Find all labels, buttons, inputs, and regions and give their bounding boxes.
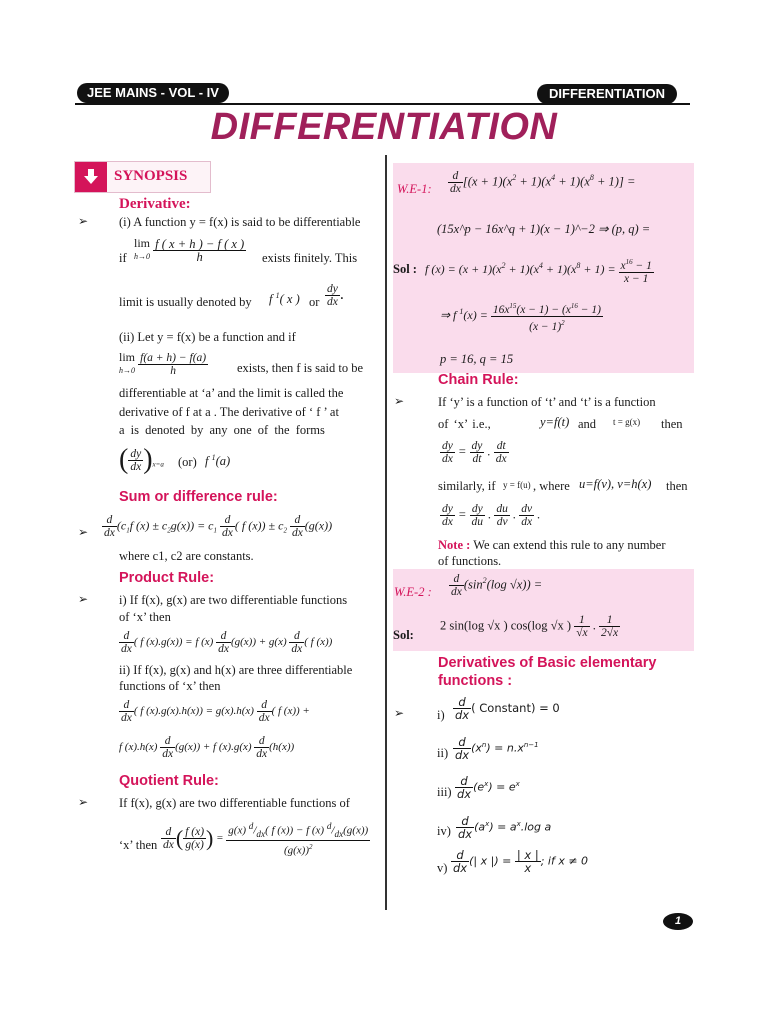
derivative-notation: f $^1$( x ) (269, 291, 300, 307)
header-rule (75, 103, 690, 105)
basic-4-label: iv) (437, 824, 451, 838)
chain-line-3e: then (666, 479, 688, 493)
basic-4: $\frac{d}{dx}$ $(a^x) = a^x.\log$ a (458, 814, 552, 841)
note-text: We can extend this rule to any number (473, 538, 666, 552)
derivative-forms-or: (or) (178, 455, 197, 469)
chain-line-2a: of ‘x’ i.e., (438, 417, 491, 431)
chain-line-2e: then (661, 417, 683, 431)
product-line-2: of ‘x’ then (119, 610, 171, 624)
derivative-line-3: limit is usually denoted by (119, 295, 252, 309)
bullet-icon: ➢ (78, 795, 89, 809)
basic-2-label: ii) (437, 746, 449, 760)
chain-note-2: of functions. (438, 554, 502, 568)
basic-3: $\frac{d}{dx}$ $(e^x) = e^x$ (457, 774, 520, 801)
bullet-icon: ➢ (78, 214, 89, 228)
derivative-line-4: (ii) Let y = f(x) be a function and if (119, 330, 296, 344)
quotient-line-2: ‘x’ then (119, 838, 158, 852)
basic-heading-2: functions : (438, 673, 513, 689)
quotient-rule-formula: $\frac{d}{dx}$ ( $\frac{f (x)}{g(x)}$ ) = $\frac{g(x) ^d/_{dx}( f (x)) - f (x) ^d/_{dx}(g(x))}{(g(x))^2}$ (163, 821, 369, 857)
derivative-line-1: (i) A function y = f(x) is said to be differentiable (119, 215, 361, 229)
chain-rule-formula: $\frac{dy}{dx}$ = $\frac{dy}{dt}$ . $\frac{dt}{dx}$ (442, 440, 507, 465)
basic-5-label: v) (437, 861, 448, 875)
we1-question-line-2: (15x^p − 16x^q + 1)(x − 1)^−2 ⇒ (p, q) = (437, 222, 651, 236)
derivative-forms: ( $\frac{dy}{dx}$ )$_{x=a}$ (119, 444, 164, 475)
derivative-exists: exists finitely. This (262, 251, 358, 265)
we1-sol-line-2: ⇒ f $^1$(x) = $\frac{16x^{15}(x - 1) - (x^{16} - 1)}{(x - 1)^2}$ (440, 302, 601, 333)
synopsis-badge (74, 161, 211, 193)
we1-sol-line-1: f $(x) = (x + 1)(x^2 + 1)(x^4 + 1)(x^8 + 1)$ = $\frac{x^{16} - 1}{x - 1}$ (425, 258, 652, 285)
we2-sol-formula: 2 sin(log √x ) cos(log √x ) $\frac{1}{√x}$ . $\frac{1}{2√x}$ (440, 614, 619, 639)
chain-line-1: If ‘y’ is a function of ‘t’ and ‘t’ is a function (438, 395, 656, 409)
header-right-label: DIFFERENTIATION (537, 84, 677, 104)
derivative-line-6: differentiable at ‘a’ and the limit is called the (119, 386, 344, 400)
chain-line-3: similarly, if (438, 479, 496, 493)
product-line-3: ii) If f(x), g(x) and h(x) are three differentiable (119, 663, 353, 677)
we1-result: p = 16, q = 15 (440, 352, 514, 366)
limit-definition: lim h→0 $\frac{f ( x + h ) - f ( x )}{h}$ (134, 236, 245, 264)
basic-3-label: iii) (437, 785, 452, 799)
bullet-icon: ➢ (394, 394, 405, 408)
chain-rule-extended: $\frac{dy}{dx}$ = $\frac{dy}{du}$ . $\frac{du}{dv}$ . $\frac{dv}{dx}$ . (442, 503, 541, 528)
we2-sol-label: Sol: (393, 628, 414, 642)
header-left-label: JEE MAINS - VOL - IV (77, 83, 229, 103)
chain-rule-heading: Chain Rule: (438, 372, 519, 388)
basic-1-text: ( Constant) = 0 (471, 701, 560, 715)
derivative-line-8: a is denoted by any one of the forms (119, 423, 325, 437)
we1-label: W.E-1: (397, 182, 432, 196)
derivative-or: or (309, 295, 320, 309)
quotient-line-1: If f(x), g(x) are two differentiable functions of (119, 796, 350, 810)
chain-line-3b: y = f(u) (503, 480, 531, 490)
column-divider (385, 155, 387, 910)
derivative-if: if (119, 251, 127, 265)
sum-rule-heading: Sum or difference rule: (119, 489, 278, 505)
product-rule-three-1: $\frac{d}{dx}$ ( f (x).g(x).h(x)) = g(x).h(x) $\frac{d}{dx}$ ( f (x)) + (121, 699, 310, 724)
limit-at-a: lim h→0 $\frac{f(a + h) - f(a)}{h}$ (119, 350, 207, 377)
product-rule-three-2: f (x).h(x) $\frac{d}{dx}$ (g(x)) + f (x).g(x) $\frac{d}{dx}$ (h(x)) (119, 735, 295, 760)
chain-line-3d: u=f(v), v=h(x) (579, 477, 652, 491)
down-arrow-icon (75, 162, 107, 192)
derivative-line-7: derivative of f at a . The derivative of ‘ f ’ at (119, 405, 339, 419)
product-line-4: functions of ‘x’ then (119, 679, 221, 693)
basic-2: $\frac{d}{dx}$ $(x^n) = n.x^{n-1}$ (455, 735, 539, 762)
basic-5: $\frac{d}{dx}$ (| x |) = $\frac{| x |}{x}$ ; if x ≠ 0 (453, 848, 589, 875)
chain-line-2c: and (578, 417, 597, 431)
sum-rule-formula: $\frac{d}{dx}$ ($c_1f$ $(x) \pm c_2g(x)) = c_1$ $\frac{d}{dx}$ ( f $(x)) \pm c_2$ $\frac{d}{dx}$ (g(x)) (104, 514, 333, 539)
product-rule-heading: Product Rule: (119, 570, 215, 586)
chain-line-2d: t = g(x) (613, 417, 641, 427)
we1-question: $\frac{d}{dx}$ $[(x + 1)(x^2 + 1)(x^4 + 1)(x^8 + 1)]$ = (450, 170, 636, 195)
we2-label: W.E-2 : (394, 585, 432, 599)
sum-rule-where: where c1, c2 are constants. (119, 549, 254, 563)
derivative-line-5: exists, then f is said to be (237, 361, 364, 375)
dy-dx-notation: $\frac{dy}{dx}$ . (327, 283, 344, 308)
bullet-icon: ➢ (394, 706, 405, 720)
bullet-icon: ➢ (78, 525, 89, 539)
basic-1-label: i) (437, 708, 445, 722)
basic-heading-1: Derivatives of Basic elementary (438, 655, 657, 671)
product-line-1: i) If f(x), g(x) are two differentiable functions (119, 593, 348, 607)
page-title: DIFFERENTIATION (210, 106, 558, 148)
f-prime-a: f $^1$(a) (205, 453, 231, 469)
quotient-rule-heading: Quotient Rule: (119, 773, 219, 789)
product-rule-formula: $\frac{d}{dx}$ ( f (x).g(x)) = f (x) $\frac{d}{dx}$ (g(x)) + g(x) $\frac{d}{dx}$ ( f (x)) (121, 630, 333, 655)
chain-line-2b: y=f(t) (540, 415, 570, 429)
note-label: Note : (438, 538, 471, 552)
bullet-icon: ➢ (78, 592, 89, 606)
derivative-heading: Derivative: (119, 196, 191, 212)
synopsis-label: SYNOPSIS (114, 168, 188, 184)
chain-line-3c: , where (533, 479, 570, 493)
basic-1: $\frac{d}{dx}$ ( Constant) = 0 (455, 695, 560, 722)
page-number: 1 (663, 913, 693, 930)
we2-question: $\frac{d}{dx}$ ($\sin^2(\log$ √x)) = (451, 573, 543, 598)
we1-sol-label: Sol : (393, 262, 417, 276)
